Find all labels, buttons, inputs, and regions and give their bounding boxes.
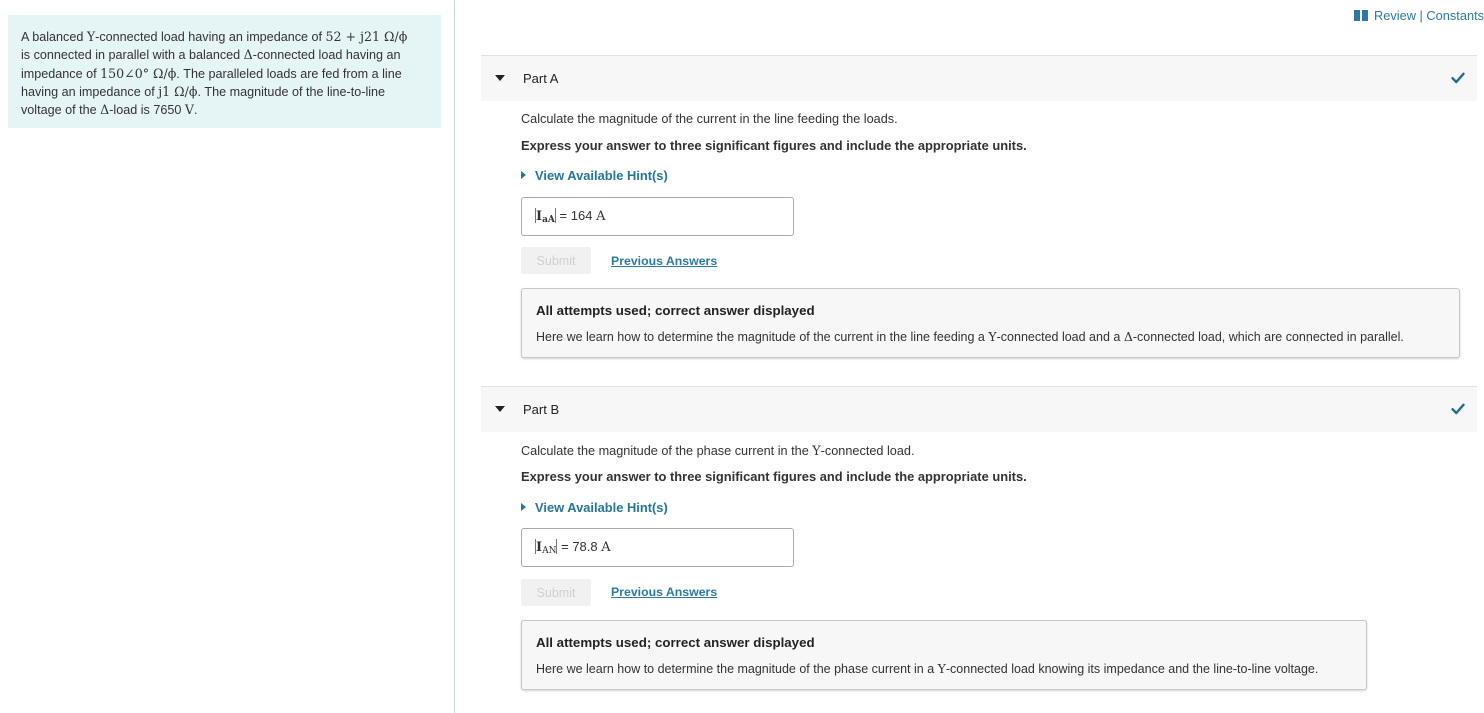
checkmark-icon: [1451, 402, 1465, 420]
problem-line-3: impedance of 150∠0° Ω/ϕ. The paralleled loads are fed from a line: [21, 65, 402, 81]
part-a-title: Part A: [523, 71, 559, 86]
collapse-triangle-icon[interactable]: [495, 75, 505, 81]
book-icon: [1354, 9, 1368, 24]
part-a-feedback-title: All attempts used; correct answer displayed: [536, 303, 815, 318]
part-a-hint-toggle[interactable]: View Available Hint(s): [521, 168, 668, 183]
problem-line-1: A balanced Y-connected load having an impedance of 52 + j21 Ω/ϕ: [21, 29, 408, 44]
equals-sign: =: [559, 208, 568, 223]
pane-divider: [454, 0, 455, 713]
part-b-feedback: [521, 620, 1367, 690]
problem-line-5: voltage of the Δ-load is 7650 V.: [21, 102, 198, 118]
part-b-answer-value: 78.8: [572, 539, 598, 554]
hint-arrow-icon: [521, 503, 526, 511]
part-b-instruction: Express your answer to three significant figures and include the appropriate units.: [521, 469, 1027, 484]
part-a-answer-unit: A: [596, 209, 606, 224]
part-a-submit-button[interactable]: Submit: [521, 247, 591, 274]
part-a-feedback: [521, 288, 1460, 358]
part-b-previous-answers-link[interactable]: Previous Answers: [611, 585, 718, 599]
part-a-instruction: Express your answer to three significant figures and include the appropriate units.: [521, 138, 1027, 153]
collapse-triangle-icon[interactable]: [495, 406, 505, 412]
part-a-answer-value: 164: [570, 208, 593, 223]
review-constants-bar: [1350, 0, 1484, 30]
problem-statement: [8, 15, 441, 128]
equals-sign: =: [561, 539, 569, 554]
constants-link[interactable]: Constants: [1426, 8, 1484, 23]
checkmark-icon: [1451, 71, 1465, 89]
part-a-header[interactable]: [481, 56, 1477, 101]
part-b-hint-toggle[interactable]: View Available Hint(s): [521, 500, 668, 515]
part-b-question: Calculate the magnitude of the phase current in the Y-connected load.: [521, 443, 915, 458]
hint-arrow-icon: [521, 171, 526, 179]
problem-line-2: is connected in parallel with a balanced Δ-connected load having an: [21, 47, 401, 63]
part-a-answer-field[interactable]: IaA = 164 A: [521, 197, 794, 236]
part-b-feedback-text: Here we learn how to determine the magnitude of the phase current in a Y-connected load knowing its impedance and the line-to-line voltage.: [536, 661, 1319, 676]
part-b-answer-unit: A: [601, 540, 611, 555]
review-constants-links: [1354, 8, 1484, 24]
part-b-feedback-title: All attempts used; correct answer displayed: [536, 635, 815, 650]
part-b-submit-button[interactable]: Submit: [521, 579, 591, 606]
link-separator: |: [1419, 8, 1423, 23]
part-b-header[interactable]: [481, 387, 1477, 432]
part-b-title: Part B: [523, 402, 560, 417]
review-link[interactable]: Review: [1374, 8, 1416, 23]
part-a-feedback-text: Here we learn how to determine the magnitude of the current in the line feeding a Y-connected load and a Δ-connected load, which are connected in parallel.: [536, 329, 1404, 344]
part-a-previous-answers-link[interactable]: Previous Answers: [611, 254, 718, 268]
part-a-question: Calculate the magnitude of the current in the line feeding the loads.: [521, 112, 898, 126]
part-b-answer-field[interactable]: IAN = 78.8 A: [521, 528, 794, 567]
problem-line-4: having an impedance of j1 Ω/ϕ. The magnitude of the line-to-line: [21, 83, 386, 99]
